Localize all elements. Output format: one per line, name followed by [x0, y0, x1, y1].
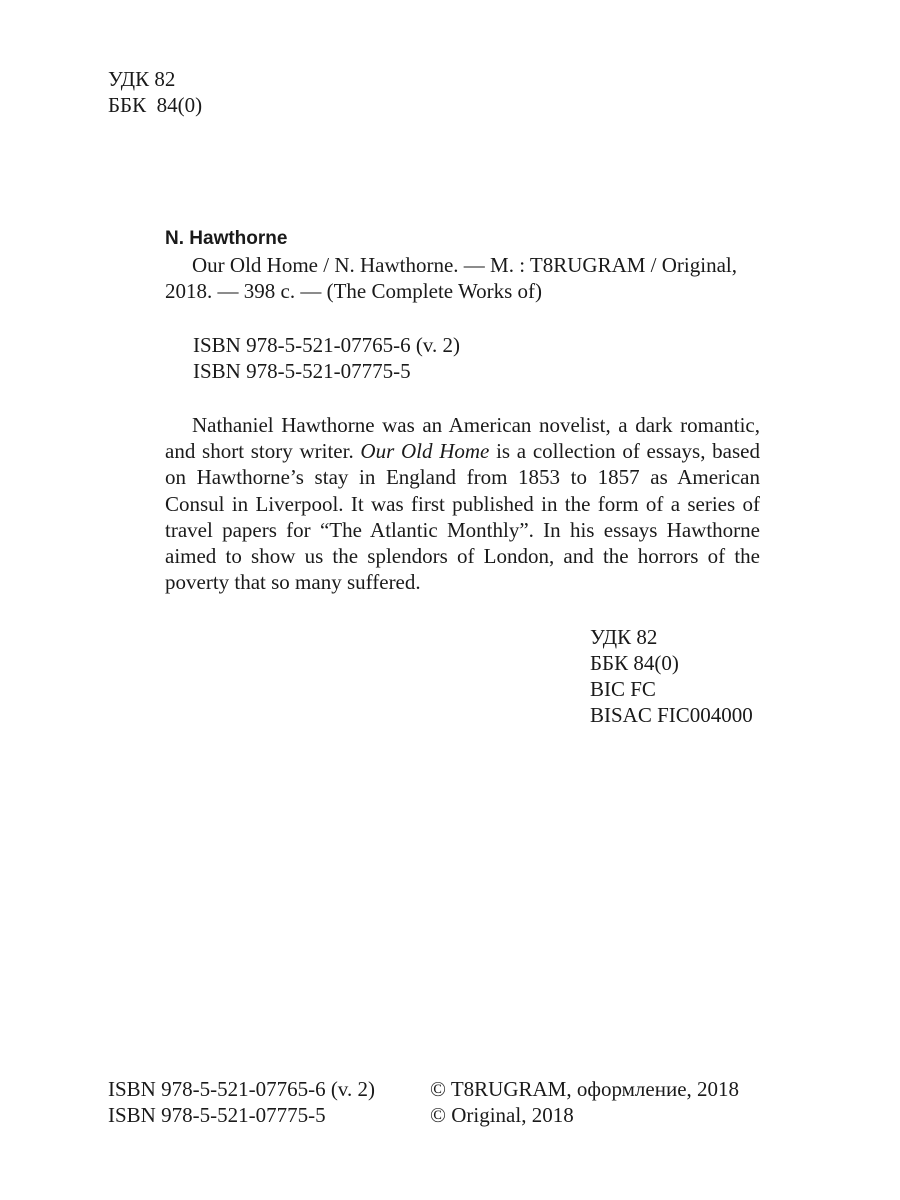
bisac-code: BISAC FIC004000 — [590, 703, 753, 727]
book-title-italic: Our Old Home — [360, 439, 490, 464]
annotation-text-2: is a collection of essays, based on Hawthorne’s stay in England from 1853 to 1857 as American Consul in Liverpool. It was first published in the form of a series of travel papers for “The Atlantic Monthly”. In his essays Hawthorne aimed to show us the splendors of London, and the horrors of the poverty that so many suffered. — [165, 439, 761, 595]
footer-isbn-volume: ISBN 978-5-521-07765-6 (v. 2) — [108, 1077, 375, 1101]
bbk-code: ББК 84(0) — [108, 93, 203, 117]
bic-code: BIC FC — [590, 677, 656, 701]
udk-code-right: УДК 82 — [590, 625, 658, 649]
copyright-original: © Original, 2018 — [430, 1103, 574, 1127]
bibliographic-line-1: Our Old Home / N. Hawthorne. — M. : T8RUGRAM / Original, — [192, 253, 737, 277]
annotation-paragraph — [165, 412, 760, 595]
udk-code: УДК 82 — [108, 67, 176, 91]
classification-codes — [590, 624, 753, 728]
bibliographic-record — [165, 226, 760, 304]
isbn-list — [193, 332, 460, 384]
isbn-set: ISBN 978-5-521-07775-5 — [193, 359, 411, 383]
bibliographic-line-2: 2018. — 398 с. — (The Complete Works of) — [165, 279, 543, 303]
top-classification-codes — [108, 66, 202, 118]
author-heading: N. Hawthorne — [165, 228, 288, 249]
footer-isbn — [108, 1076, 375, 1128]
annotation — [165, 412, 760, 595]
footer-copyright — [430, 1076, 739, 1128]
isbn-volume: ISBN 978-5-521-07765-6 (v. 2) — [193, 333, 460, 357]
bbk-code-right: ББК 84(0) — [590, 651, 679, 675]
annotation-text-1: Nathaniel Hawthorne was an American novelist, a dark romantic, and short story writer. — [165, 413, 760, 464]
footer-isbn-set: ISBN 978-5-521-07775-5 — [108, 1103, 326, 1127]
copyright-design: © T8RUGRAM, оформление, 2018 — [430, 1077, 740, 1101]
